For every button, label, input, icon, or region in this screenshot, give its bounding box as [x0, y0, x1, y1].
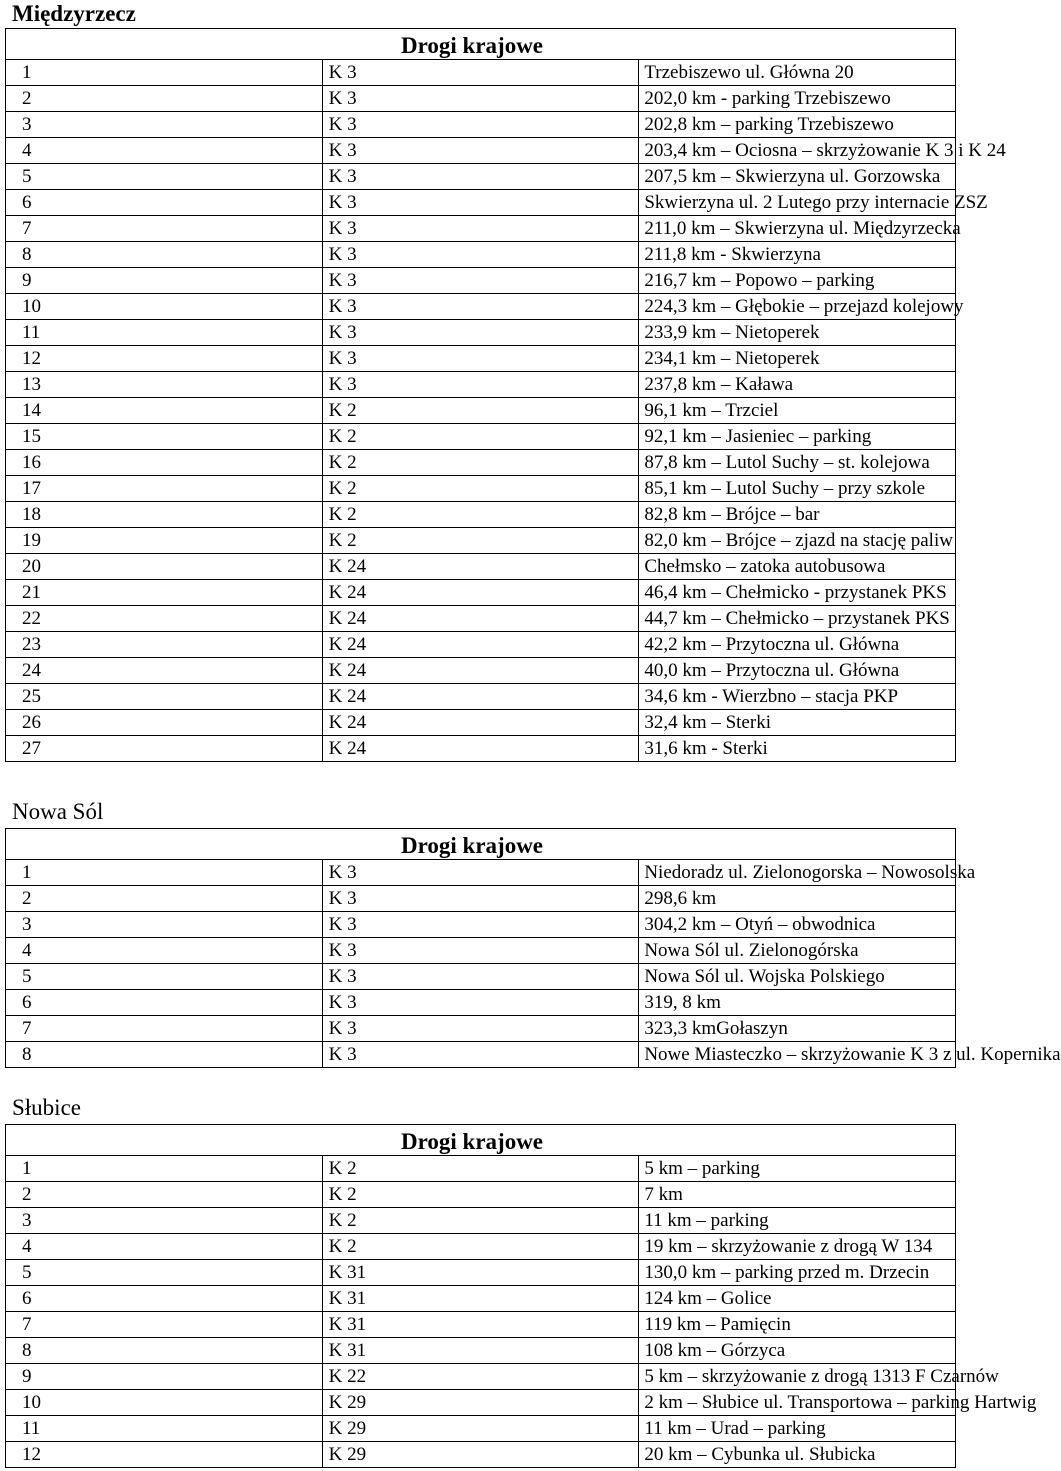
location: 92,1 km – Jasieniec – parking	[639, 424, 956, 450]
row-number: 2	[6, 86, 323, 112]
table-row	[6, 112, 956, 138]
row-number: 11	[6, 320, 323, 346]
table-header-cell	[6, 829, 956, 860]
road-code: K 24	[322, 658, 639, 684]
row-number: 9	[6, 1364, 323, 1390]
row-number: 14	[6, 398, 323, 424]
row-number: 7	[6, 1016, 323, 1042]
table-header-cell	[6, 1125, 956, 1156]
table-row	[6, 528, 956, 554]
roads-table	[5, 828, 1061, 1068]
location: 46,4 km – Chełmicko - przystanek PKS	[639, 580, 956, 606]
row-number: 8	[6, 1042, 323, 1068]
location: 42,2 km – Przytoczna ul. Główna	[639, 632, 956, 658]
location: 124 km – Golice	[639, 1286, 956, 1312]
table-row	[6, 1312, 956, 1338]
road-code: K 3	[322, 372, 639, 398]
table-row	[6, 990, 956, 1016]
row-number: 1	[6, 860, 323, 886]
row-number: 21	[6, 580, 323, 606]
location: 7 km	[639, 1182, 956, 1208]
table-row	[6, 684, 956, 710]
location: Niedoradz ul. Zielonogorska – Nowosolska	[639, 860, 956, 886]
table-row	[6, 860, 956, 886]
road-code: K 29	[322, 1442, 639, 1468]
road-code: K 3	[322, 990, 639, 1016]
row-number: 24	[6, 658, 323, 684]
row-number: 7	[6, 1312, 323, 1338]
location: Skwierzyna ul. 2 Lutego przy internacie ZSZ	[639, 190, 956, 216]
row-number: 3	[6, 1208, 323, 1234]
row-number: 6	[6, 990, 323, 1016]
table-row	[6, 372, 956, 398]
row-number: 12	[6, 1442, 323, 1468]
row-number: 15	[6, 424, 323, 450]
location: 211,0 km – Skwierzyna ul. Międzyrzecka	[639, 216, 956, 242]
road-code: K 2	[322, 424, 639, 450]
table-row	[6, 710, 956, 736]
row-number: 1	[6, 1156, 323, 1182]
location: 203,4 km – Ociosna – skrzyżowanie K 3 i K 24	[639, 138, 956, 164]
location: 202,8 km – parking Trzebiszewo	[639, 112, 956, 138]
table-header-row	[6, 29, 956, 60]
table-row	[6, 1208, 956, 1234]
location: 298,6 km	[639, 886, 956, 912]
row-number: 1	[6, 60, 323, 86]
location: 82,0 km – Brójce – zjazd na stację paliw	[639, 528, 956, 554]
location: 207,5 km – Skwierzyna ul. Gorzowska	[639, 164, 956, 190]
road-code: K 3	[322, 60, 639, 86]
table-row	[6, 164, 956, 190]
row-number: 13	[6, 372, 323, 398]
table-row	[6, 138, 956, 164]
road-code: K 3	[322, 268, 639, 294]
row-number: 25	[6, 684, 323, 710]
row-number: 4	[6, 138, 323, 164]
road-code: K 2	[322, 502, 639, 528]
row-number: 16	[6, 450, 323, 476]
section-title: Nowa Sól	[12, 799, 104, 824]
location: Nowe Miasteczko – skrzyżowanie K 3 z ul. Kopernika	[639, 1042, 956, 1068]
row-number: 4	[6, 1234, 323, 1260]
table-row	[6, 1364, 956, 1390]
row-number: 18	[6, 502, 323, 528]
road-code: K 3	[322, 86, 639, 112]
table-row	[6, 398, 956, 424]
table-row	[6, 60, 956, 86]
table-row	[6, 912, 956, 938]
table-row	[6, 1234, 956, 1260]
row-number: 9	[6, 268, 323, 294]
road-code: K 3	[322, 1042, 639, 1068]
road-code: K 24	[322, 606, 639, 632]
location: 237,8 km – Kaława	[639, 372, 956, 398]
table-row	[6, 450, 956, 476]
row-number: 3	[6, 912, 323, 938]
table-row	[6, 294, 956, 320]
roads-table	[5, 1124, 1037, 1468]
location: 85,1 km – Lutol Suchy – przy szkole	[639, 476, 956, 502]
road-code: K 24	[322, 736, 639, 762]
road-code: K 24	[322, 684, 639, 710]
road-code: K 3	[322, 320, 639, 346]
row-number: 3	[6, 112, 323, 138]
row-number: 2	[6, 886, 323, 912]
table-row	[6, 190, 956, 216]
road-code: K 3	[322, 886, 639, 912]
road-code: K 2	[322, 1234, 639, 1260]
road-code: K 3	[322, 164, 639, 190]
road-code: K 2	[322, 1156, 639, 1182]
location: 234,1 km – Nietoperek	[639, 346, 956, 372]
location: 202,0 km - parking Trzebiszewo	[639, 86, 956, 112]
location: 233,9 km – Nietoperek	[639, 320, 956, 346]
table-row	[6, 1442, 956, 1468]
location: 224,3 km – Głębokie – przejazd kolejowy	[639, 294, 956, 320]
road-code: K 2	[322, 450, 639, 476]
location: 211,8 km - Skwierzyna	[639, 242, 956, 268]
road-code: K 24	[322, 710, 639, 736]
road-code: K 2	[322, 528, 639, 554]
table-row	[6, 242, 956, 268]
row-number: 4	[6, 938, 323, 964]
table-header-label: Drogi krajowe	[401, 32, 544, 58]
table-row	[6, 1016, 956, 1042]
table-row	[6, 554, 956, 580]
row-number: 17	[6, 476, 323, 502]
roads-table	[5, 28, 1006, 762]
row-number: 23	[6, 632, 323, 658]
location: 130,0 km – parking przed m. Drzecin	[639, 1260, 956, 1286]
table-row	[6, 580, 956, 606]
table-row	[6, 1042, 956, 1068]
location: 19 km – skrzyżowanie z drogą W 134	[639, 1234, 956, 1260]
location: Nowa Sól ul. Wojska Polskiego	[639, 964, 956, 990]
table-row	[6, 1416, 956, 1442]
row-number: 5	[6, 964, 323, 990]
road-code: K 31	[322, 1312, 639, 1338]
location: 20 km – Cybunka ul. Słubicka	[639, 1442, 956, 1468]
row-number: 12	[6, 346, 323, 372]
table-row	[6, 1260, 956, 1286]
location: 34,6 km - Wierzbno – stacja PKP	[639, 684, 956, 710]
road-code: K 3	[322, 138, 639, 164]
row-number: 11	[6, 1416, 323, 1442]
location: 82,8 km – Brójce – bar	[639, 502, 956, 528]
row-number: 26	[6, 710, 323, 736]
table-row	[6, 268, 956, 294]
row-number: 27	[6, 736, 323, 762]
location: Trzebiszewo ul. Główna 20	[639, 60, 956, 86]
location: 87,8 km – Lutol Suchy – st. kolejowa	[639, 450, 956, 476]
row-number: 8	[6, 242, 323, 268]
location: 32,4 km – Sterki	[639, 710, 956, 736]
location: 31,6 km - Sterki	[639, 736, 956, 762]
road-code: K 24	[322, 554, 639, 580]
row-number: 6	[6, 190, 323, 216]
road-code: K 3	[322, 112, 639, 138]
location: 11 km – Urad – parking	[639, 1416, 956, 1442]
road-code: K 3	[322, 346, 639, 372]
row-number: 5	[6, 1260, 323, 1286]
table-row	[6, 1182, 956, 1208]
location: 44,7 km – Chełmicko – przystanek PKS	[639, 606, 956, 632]
table-row	[6, 502, 956, 528]
row-number: 19	[6, 528, 323, 554]
table-row	[6, 1156, 956, 1182]
table-header-row	[6, 829, 956, 860]
road-code: K 24	[322, 632, 639, 658]
table-header-cell	[6, 29, 956, 60]
location: 119 km – Pamięcin	[639, 1312, 956, 1338]
road-code: K 3	[322, 964, 639, 990]
location: 304,2 km – Otyń – obwodnica	[639, 912, 956, 938]
road-code: K 3	[322, 860, 639, 886]
location: 216,7 km – Popowo – parking	[639, 268, 956, 294]
row-number: 10	[6, 1390, 323, 1416]
road-code: K 31	[322, 1286, 639, 1312]
road-code: K 24	[322, 580, 639, 606]
table-row	[6, 1286, 956, 1312]
road-code: K 2	[322, 1208, 639, 1234]
section-title: Międzyrzecz	[12, 1, 136, 26]
table-row	[6, 476, 956, 502]
road-code: K 31	[322, 1338, 639, 1364]
location: 319, 8 km	[639, 990, 956, 1016]
table-header-label: Drogi krajowe	[401, 832, 544, 858]
road-code: K 22	[322, 1364, 639, 1390]
row-number: 20	[6, 554, 323, 580]
row-number: 2	[6, 1182, 323, 1208]
road-code: K 31	[322, 1260, 639, 1286]
location: 5 km – skrzyżowanie z drogą 1313 F Czarnów	[639, 1364, 956, 1390]
table-row	[6, 216, 956, 242]
location: 108 km – Górzyca	[639, 1338, 956, 1364]
row-number: 6	[6, 1286, 323, 1312]
row-number: 8	[6, 1338, 323, 1364]
road-code: K 29	[322, 1416, 639, 1442]
table-row	[6, 424, 956, 450]
location: 5 km – parking	[639, 1156, 956, 1182]
road-code: K 2	[322, 476, 639, 502]
location: 40,0 km – Przytoczna ul. Główna	[639, 658, 956, 684]
table-header-label: Drogi krajowe	[401, 1128, 544, 1154]
table-row	[6, 1338, 956, 1364]
row-number: 10	[6, 294, 323, 320]
table-row	[6, 938, 956, 964]
location: 323,3 kmGołaszyn	[639, 1016, 956, 1042]
road-code: K 3	[322, 190, 639, 216]
road-code: K 3	[322, 216, 639, 242]
table-header-row	[6, 1125, 956, 1156]
location: Chełmsko – zatoka autobusowa	[639, 554, 956, 580]
table-row	[6, 632, 956, 658]
road-code: K 2	[322, 398, 639, 424]
table-row	[6, 606, 956, 632]
road-code: K 3	[322, 912, 639, 938]
location: 11 km – parking	[639, 1208, 956, 1234]
row-number: 5	[6, 164, 323, 190]
table-row	[6, 320, 956, 346]
section-title: Słubice	[12, 1095, 81, 1120]
row-number: 22	[6, 606, 323, 632]
road-code: K 3	[322, 242, 639, 268]
table-row	[6, 964, 956, 990]
location: 96,1 km – Trzciel	[639, 398, 956, 424]
table-row	[6, 346, 956, 372]
table-row	[6, 886, 956, 912]
road-code: K 3	[322, 1016, 639, 1042]
table-row	[6, 86, 956, 112]
table-row	[6, 736, 956, 762]
road-code: K 3	[322, 938, 639, 964]
road-code: K 29	[322, 1390, 639, 1416]
table-row	[6, 1390, 956, 1416]
table-row	[6, 658, 956, 684]
location: 2 km – Słubice ul. Transportowa – parking Hartwig	[639, 1390, 956, 1416]
location: Nowa Sól ul. Zielonogórska	[639, 938, 956, 964]
row-number: 7	[6, 216, 323, 242]
road-code: K 3	[322, 294, 639, 320]
road-code: K 2	[322, 1182, 639, 1208]
